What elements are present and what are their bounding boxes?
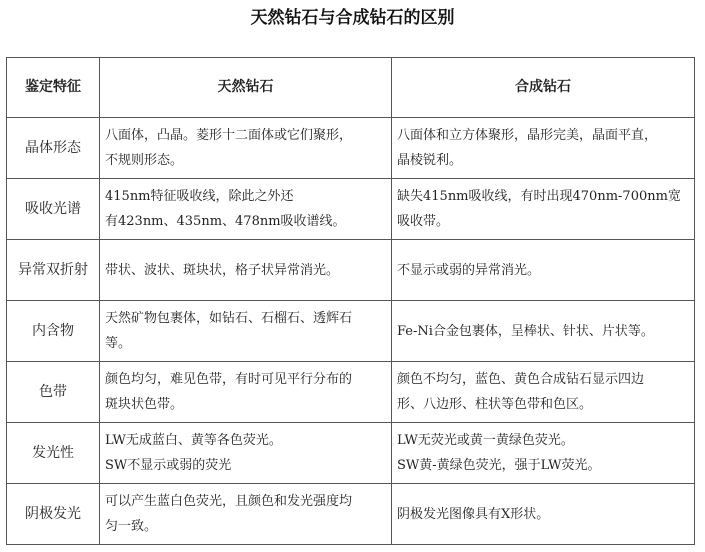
header-natural-diamond: 天然钻石 [100,58,392,118]
cell-line: SW黄-黄绿色荧光，强于LW荧光。 [397,458,601,473]
table-row [7,484,695,545]
natural-cell [100,362,392,423]
table-row [7,301,695,362]
natural-cell [100,179,392,240]
cell-line: 八面体和立方体聚形，晶形完美，晶面平直， [397,128,658,143]
synthetic-cell [392,179,695,240]
cell-line: 不显示或弱的异常消光。 [397,262,541,278]
natural-cell [100,484,392,545]
cell-line: 颜色不均匀，蓝色、黄色合成钻石显示四边 [397,372,645,387]
cell-line: SW不显示或弱的荧光 [105,458,232,473]
feature-cell: 阴极发光 [7,484,100,545]
natural-cell [100,423,392,484]
cell-line: 带状、波状、斑块状，格子状异常消光。 [105,262,340,278]
cell-line: 匀一致。 [105,519,158,534]
cell-line: 天然矿物包裹体，如钻石、石榴石、透辉石 [105,311,353,326]
cell-line: 阴极发光图像具有X形状。 [397,506,550,522]
cell-line: 形、八边形、柱状等色带和色区。 [397,397,593,412]
natural-cell [100,240,392,301]
table-row [7,240,695,301]
natural-cell [100,118,392,179]
natural-cell [100,301,392,362]
synthetic-cell [392,301,695,362]
feature-cell: 发光性 [7,423,100,484]
table-row [7,118,695,179]
feature-cell: 异常双折射 [7,240,100,301]
cell-line: 不规则形态。 [105,153,184,168]
cell-line: 吸收带。 [397,214,450,229]
feature-cell: 色带 [7,362,100,423]
document-title: 天然钻石与合成钻石的区别 [250,8,455,28]
synthetic-cell [392,240,695,301]
feature-cell: 晶体形态 [7,118,100,179]
cell-line: 缺失415nm吸收线，有时出现470nm-700nm宽 [397,189,681,204]
cell-line: 八面体，凸晶。菱形十二面体或它们聚形， [105,128,353,143]
comparison-table [6,57,695,545]
cell-line: 颜色均匀，难见色带，有时可见平行分布的 [105,372,353,387]
table-row [7,423,695,484]
header-synthetic-diamond: 合成钻石 [392,58,695,118]
feature-cell: 吸收光谱 [7,179,100,240]
cell-line: Fe-Ni合金包裹体，呈棒状、针状、片状等。 [397,323,654,339]
cell-line: 415nm特征吸收线，除此之外还 [105,189,294,204]
feature-cell: 内含物 [7,301,100,362]
cell-line: 可以产生蓝白色荧光，且颜色和发光强度均 [105,494,353,509]
cell-line: LW无成蓝白、黄等各色荧光。 [105,433,282,448]
header-row [7,58,695,118]
cell-line: 等。 [105,336,132,351]
cell-line: 有423nm、435nm、478nm吸收谱线。 [105,214,346,229]
table-row [7,179,695,240]
synthetic-cell [392,118,695,179]
synthetic-cell [392,423,695,484]
cell-line: 斑块状色带。 [105,397,184,412]
synthetic-cell [392,362,695,423]
header-feature: 鉴定特征 [7,58,100,118]
synthetic-cell [392,484,695,545]
cell-line: 晶棱锐利。 [397,153,463,168]
table-row [7,362,695,423]
cell-line: LW无荧光或黄一黄绿色荧光。 [397,433,574,448]
